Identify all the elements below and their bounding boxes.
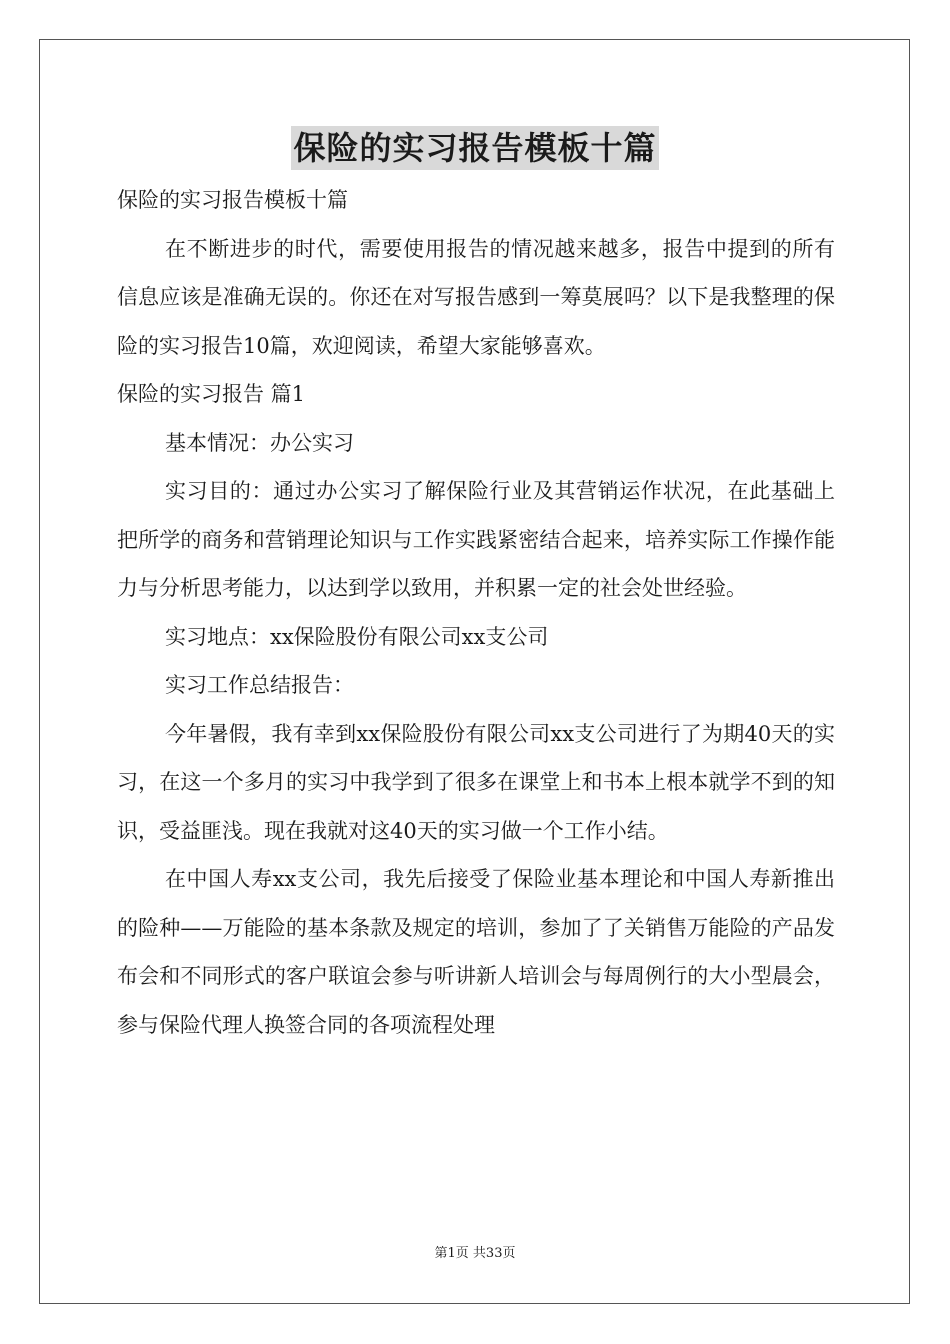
title-area: [0, 126, 950, 170]
paragraph: 基本情况：办公实习: [165, 430, 354, 455]
document-title: 保险的实习报告模板十篇: [291, 126, 658, 170]
paragraph: 实习工作总结报告：: [165, 673, 354, 697]
paragraph: 在中国人寿xx支公司，我先后接受了保险业基本理论和中国人寿新推出的险种——万能险的基本条款及规定的培训，参加了了关销售万能险的产品发布会和不同形式的客户联谊会参与听讲新人培训会与每周例行的大小型晨会，参与保险代理人换签合同的各项流程处理: [117, 867, 835, 1037]
page-footer: 第1页 共33页: [434, 1246, 516, 1261]
paragraph: 在不断进步的时代，需要使用报告的情况越来越多，报告中提到的所有信息应该是准确无误的。你还在对写报告感到一筹莫展吗？以下是我整理的保险的实习报告10篇，欢迎阅读，希望大家能够喜欢。: [117, 236, 835, 358]
section-heading: 保险的实习报告 篇1: [117, 382, 306, 406]
paragraph: 实习地点：xx保险股份有限公司xx支公司: [165, 624, 549, 649]
paragraph: 保险的实习报告模板十篇: [117, 188, 348, 212]
document-body: [117, 176, 835, 1049]
paragraph: 实习目的：通过办公实习了解保险行业及其营销运作状况，在此基础上把所学的商务和营销理论知识与工作实践紧密结合起来，培养实际工作操作能力与分析思考能力，以达到学以致用，并积累一定的社会处世经验。: [117, 479, 835, 600]
paragraph: 今年暑假，我有幸到xx保险股份有限公司xx支公司进行了为期40天的实习，在这一个多月的实习中我学到了很多在课堂上和书本上根本就学不到的知识，受益匪浅。现在我就对这40天的实习做一个工作小结。: [117, 721, 835, 843]
